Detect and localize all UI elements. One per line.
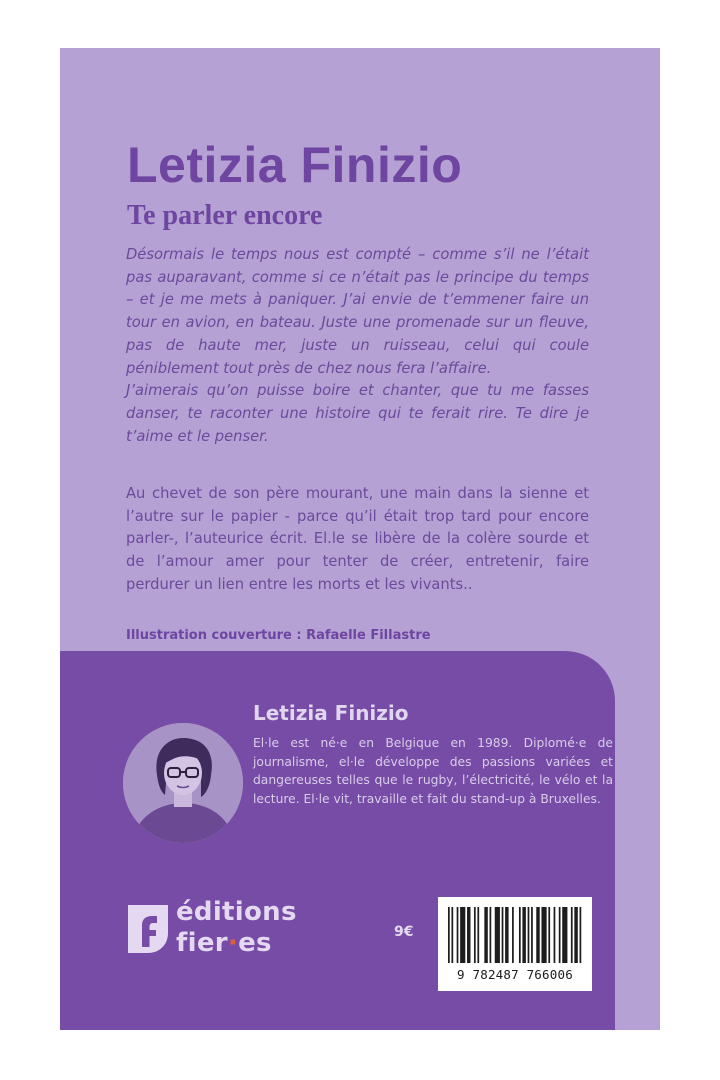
author-photo [123,723,243,843]
author-bio-panel [60,651,615,1030]
barcode-bar [571,907,573,963]
barcode-bar [554,907,556,963]
barcode-bar [490,907,492,963]
book-summary: Au chevet de son père mourant, une main dans la sienne et l’autre sur le papier - parce qu’il était trop tard pour encore parler-, l’auteurice écrit. El.le se libère de la colère sourde et de l’amour amer pour tenter de créer, entretenir, faire perdurer un lien entre les morts et les vivants.. [126,485,589,593]
barcode-bar [559,907,561,963]
barcode-bar [541,907,546,963]
barcode-bar [528,907,530,963]
publisher-name-part: fier [176,928,228,958]
publisher-name-line2 [176,929,272,957]
publisher-name-part: es [238,928,272,958]
back-cover [60,48,660,1030]
barcode-bar [536,907,539,963]
publisher-logo-icon [126,903,170,955]
author-biography: El·le est né·e en Belgique en 1989. Diplomé·e de journalisme, el·le développe des passions variées et dangereuses telles que le rugby, l’électricité, le vélo et la lecture. El·le vit, travaille et fait du stand-up à Bruxelles. [253,736,613,807]
barcode-bar [477,907,479,963]
barcode-bar [562,907,567,963]
publisher-name-dot: · [227,928,239,958]
publisher-name-line1: éditions [176,897,297,927]
barcode-bar [451,907,453,963]
price-label: 9€ [394,924,414,940]
barcode-bar [460,907,465,963]
excerpt-paragraph: J’aimerais qu’on puisse boire et chanter, que tu me fasses danser, te raconter une histoire qui te ferait rire. Te dire je t’aime et le penser. [126,382,589,445]
barcode-bar [474,907,476,963]
barcode-bar [467,907,470,963]
barcode-bar [495,907,500,963]
barcode-bar [448,907,450,963]
barcode-bar [457,907,459,963]
bio-author-name: Letizia Finizio [253,701,409,725]
barcode-bar [484,907,487,963]
cover-illustration-credit: Illustration couverture : Rafaelle Fillastre [126,628,431,643]
excerpt-quote [126,244,589,448]
barcode-bars [448,907,583,963]
isbn-number: 9 782487 766006 [457,967,573,982]
barcode-bar [522,907,525,963]
author-name-heading: Letizia Finizio [127,137,463,193]
book-title: Te parler encore [127,200,323,231]
barcode-bar [548,907,550,963]
barcode-bar [519,907,521,963]
barcode-bar [531,907,533,963]
barcode-bar [505,907,508,963]
barcode-bar [580,907,582,963]
barcode-bar [502,907,504,963]
excerpt-paragraph: Désormais le temps nous est compté – comme s’il ne l’était pas auparavant, comme si ce n’était pas le principe du temps – et je me mets à paniquer. J’ai envie de t’emmener faire un tour en avion, en bateau. Juste une promenade sur un fleuve, pas de haute mer, juste un ruisseau, celui qui coule péniblement tout près de chez nous fera l’affaire. [126,246,589,377]
barcode-bar [512,907,514,963]
isbn-barcode [438,897,592,991]
barcode-bar [574,907,577,963]
author-portrait-illustration [123,723,243,843]
